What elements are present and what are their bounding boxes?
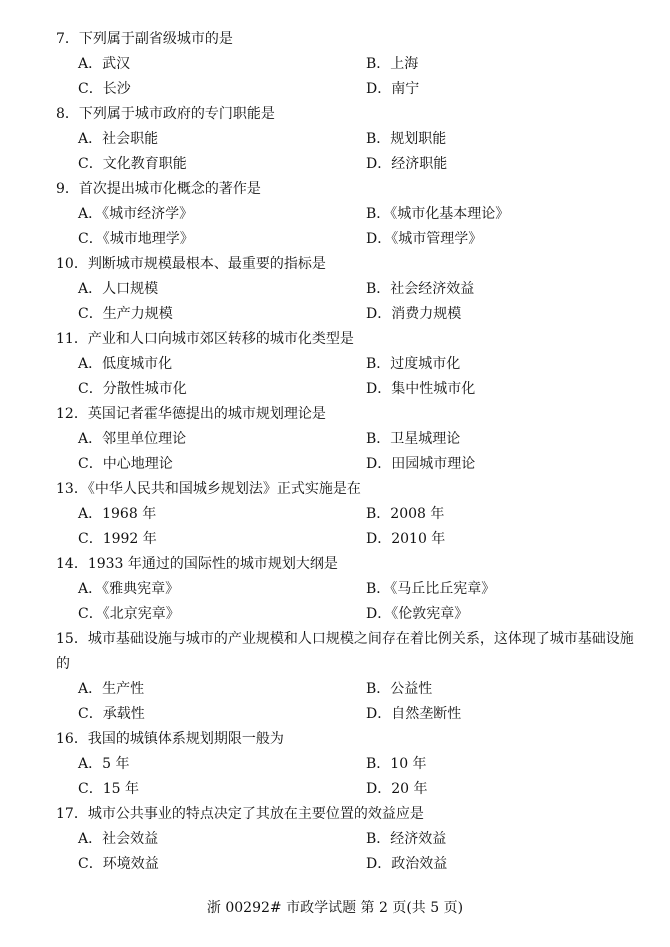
option-a: A．社会职能 — [78, 131, 159, 147]
question-7 — [56, 27, 636, 102]
question-stem: 14．1933 年通过的国际性的城市规划大纲是 — [56, 556, 338, 572]
question-stem: 11．产业和人口向城市郊区转移的城市化类型是 — [56, 331, 354, 347]
option-d: D．南宁 — [366, 81, 420, 97]
option-c: C．环境效益 — [78, 856, 159, 872]
question-16 — [56, 727, 636, 802]
option-row — [56, 227, 636, 252]
option-a: A．生产性 — [78, 681, 145, 697]
question-stem: 10．判断城市规模最根本、最重要的指标是 — [56, 256, 326, 272]
option-row — [56, 452, 636, 477]
option-row — [56, 152, 636, 177]
option-d: D．政治效益 — [366, 856, 448, 872]
question-stem: 13．《中华人民共和国城乡规划法》正式实施是在 — [56, 481, 361, 497]
option-b: B．10 年 — [366, 756, 427, 772]
option-b: B．上海 — [366, 56, 419, 72]
option-row — [56, 577, 636, 602]
question-stem: 7．下列属于副省级城市的是 — [56, 31, 233, 47]
option-row — [56, 702, 636, 727]
option-b: B．规划职能 — [366, 131, 447, 147]
option-a: A．1968 年 — [78, 506, 157, 522]
option-row — [56, 602, 636, 627]
option-row — [56, 77, 636, 102]
option-d: D．集中性城市化 — [366, 381, 476, 397]
option-a: A．人口规模 — [78, 281, 159, 297]
option-a: A．邻里单位理论 — [78, 431, 187, 447]
option-c: C．中心地理论 — [78, 456, 173, 472]
option-c: C．1992 年 — [78, 531, 157, 547]
option-b: B．过度城市化 — [366, 356, 461, 372]
option-c: C．《北京宪章》 — [78, 606, 180, 622]
option-row — [56, 752, 636, 777]
option-d: D．自然垄断性 — [366, 706, 462, 722]
option-a: A．武汉 — [78, 56, 131, 72]
question-list — [56, 27, 636, 877]
option-b: B．公益性 — [366, 681, 433, 697]
question-12 — [56, 402, 636, 477]
option-d: D．消费力规模 — [366, 306, 462, 322]
option-row — [56, 52, 636, 77]
option-d: D．《城市管理学》 — [366, 231, 483, 247]
option-row — [56, 352, 636, 377]
option-a: A．低度城市化 — [78, 356, 173, 372]
option-row — [56, 852, 636, 877]
option-b: B．《城市化基本理论》 — [366, 206, 510, 222]
question-15 — [56, 627, 636, 727]
option-row — [56, 302, 636, 327]
question-stem: 9．首次提出城市化概念的著作是 — [56, 181, 261, 197]
option-row — [56, 377, 636, 402]
option-row — [56, 827, 636, 852]
option-d: D．《伦敦宪章》 — [366, 606, 469, 622]
option-b: B．经济效益 — [366, 831, 447, 847]
question-stem: 12．英国记者霍华德提出的城市规划理论是 — [56, 406, 326, 422]
option-c: C．长沙 — [78, 81, 131, 97]
option-row — [56, 202, 636, 227]
question-13 — [56, 477, 636, 552]
question-stem: 17．城市公共事业的特点决定了其放在主要位置的效益应是 — [56, 806, 424, 822]
option-d: D．田园城市理论 — [366, 456, 476, 472]
option-a: A．《城市经济学》 — [78, 206, 194, 222]
option-c: C．15 年 — [78, 781, 139, 797]
option-a: A．社会效益 — [78, 831, 159, 847]
option-b: B．社会经济效益 — [366, 281, 475, 297]
option-row — [56, 277, 636, 302]
option-row — [56, 777, 636, 802]
option-d: D．20 年 — [366, 781, 428, 797]
option-c: C．《城市地理学》 — [78, 231, 194, 247]
option-c: C．生产力规模 — [78, 306, 173, 322]
option-b: B．《马丘比丘宪章》 — [366, 581, 496, 597]
option-row — [56, 427, 636, 452]
option-b: B．卫星城理论 — [366, 431, 461, 447]
question-10 — [56, 252, 636, 327]
question-stem: 16．我国的城镇体系规划期限一般为 — [56, 731, 284, 747]
option-c: C．承载性 — [78, 706, 145, 722]
option-row — [56, 127, 636, 152]
option-d: D．2010 年 — [366, 531, 446, 547]
option-b: B．2008 年 — [366, 506, 445, 522]
question-8 — [56, 102, 636, 177]
question-11 — [56, 327, 636, 402]
question-stem: 15．城市基础设施与城市的产业规模和人口规模之间存在着比例关系，这体现了城市基础设施的 — [56, 631, 634, 672]
option-a: A．《雅典宪章》 — [78, 581, 180, 597]
option-row — [56, 527, 636, 552]
question-9 — [56, 177, 636, 252]
option-c: C．文化教育职能 — [78, 156, 187, 172]
page-footer: 浙 00292# 市政学试题 第 2 页(共 5 页) — [206, 900, 464, 916]
question-stem: 8．下列属于城市政府的专门职能是 — [56, 106, 275, 122]
option-d: D．经济职能 — [366, 156, 448, 172]
option-row — [56, 502, 636, 527]
option-c: C．分散性城市化 — [78, 381, 187, 397]
option-a: A．5 年 — [78, 756, 130, 772]
question-17 — [56, 802, 636, 877]
option-row — [56, 677, 636, 702]
question-14 — [56, 552, 636, 627]
